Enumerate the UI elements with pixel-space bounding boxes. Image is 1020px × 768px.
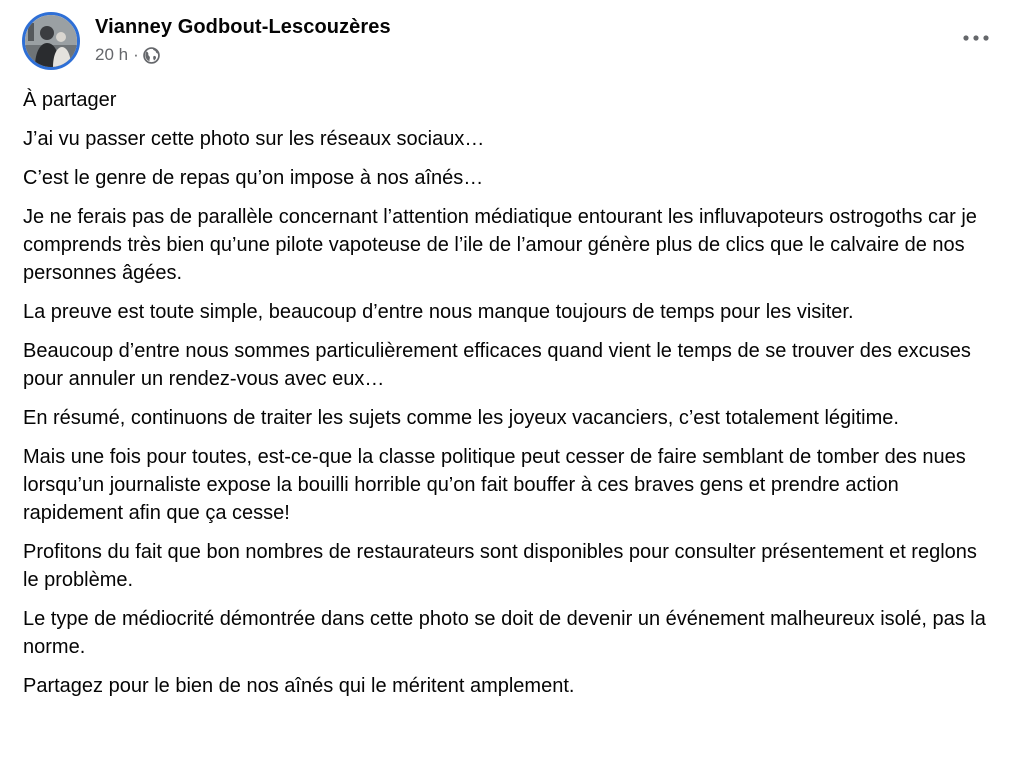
more-icon bbox=[963, 35, 989, 41]
post-paragraph: Le type de médiocrité démontrée dans cette photo se doit de devenir un événement malheureux isolé, pas la norme. bbox=[23, 608, 986, 658]
post-paragraph: En résumé, continuons de traiter les sujets comme les joyeux vacanciers, c’est totalement légitime. bbox=[23, 407, 899, 429]
globe-icon bbox=[143, 47, 160, 64]
post-paragraph: À partager bbox=[23, 89, 117, 111]
post-text bbox=[23, 86, 995, 711]
post-header bbox=[22, 12, 1002, 72]
meta-separator: · bbox=[133, 45, 139, 64]
post-paragraph: C’est le genre de repas qu’on impose à nos aînés… bbox=[23, 167, 484, 189]
post-paragraph: Beaucoup d’entre nous sommes particulièrement efficaces quand vient le temps de se trouver des excuses pour annuler un rendez-vous avec eux… bbox=[23, 340, 971, 390]
post-paragraph: Partagez pour le bien de nos aînés qui le méritent amplement. bbox=[23, 675, 575, 697]
author-name[interactable]: Vianney Godbout-Lescouzères bbox=[95, 16, 391, 38]
avatar-photo bbox=[25, 15, 77, 67]
post-paragraph: Profitons du fait que bon nombres de restaurateurs sont disponibles pour consulter présentement et reglons le problème. bbox=[23, 541, 977, 591]
post-paragraph: Je ne ferais pas de parallèle concernant l’attention médiatique entourant les influvapoteurs ostrogoths car je comprends très bien qu’une pilote vapoteuse de l’ile de l’amour génère plus de clics que le calvaire de nos personnes âgées. bbox=[23, 206, 977, 284]
avatar[interactable] bbox=[22, 12, 80, 70]
post-paragraph: J’ai vu passer cette photo sur les réseaux sociaux… bbox=[23, 128, 485, 150]
post-paragraph: La preuve est toute simple, beaucoup d’entre nous manque toujours de temps pour les visiter. bbox=[23, 301, 854, 323]
post-meta bbox=[95, 44, 160, 66]
post-paragraph: Mais une fois pour toutes, est-ce-que la classe politique peut cesser de faire semblant de tomber des nues lorsqu’un journaliste expose la bouilli horrible qu’on fait bouffer à ces braves gens et prendre action rapidement afin que ça cesse! bbox=[23, 446, 966, 524]
post-timestamp[interactable]: 20 h bbox=[95, 45, 129, 64]
more-options-button[interactable] bbox=[958, 24, 994, 52]
